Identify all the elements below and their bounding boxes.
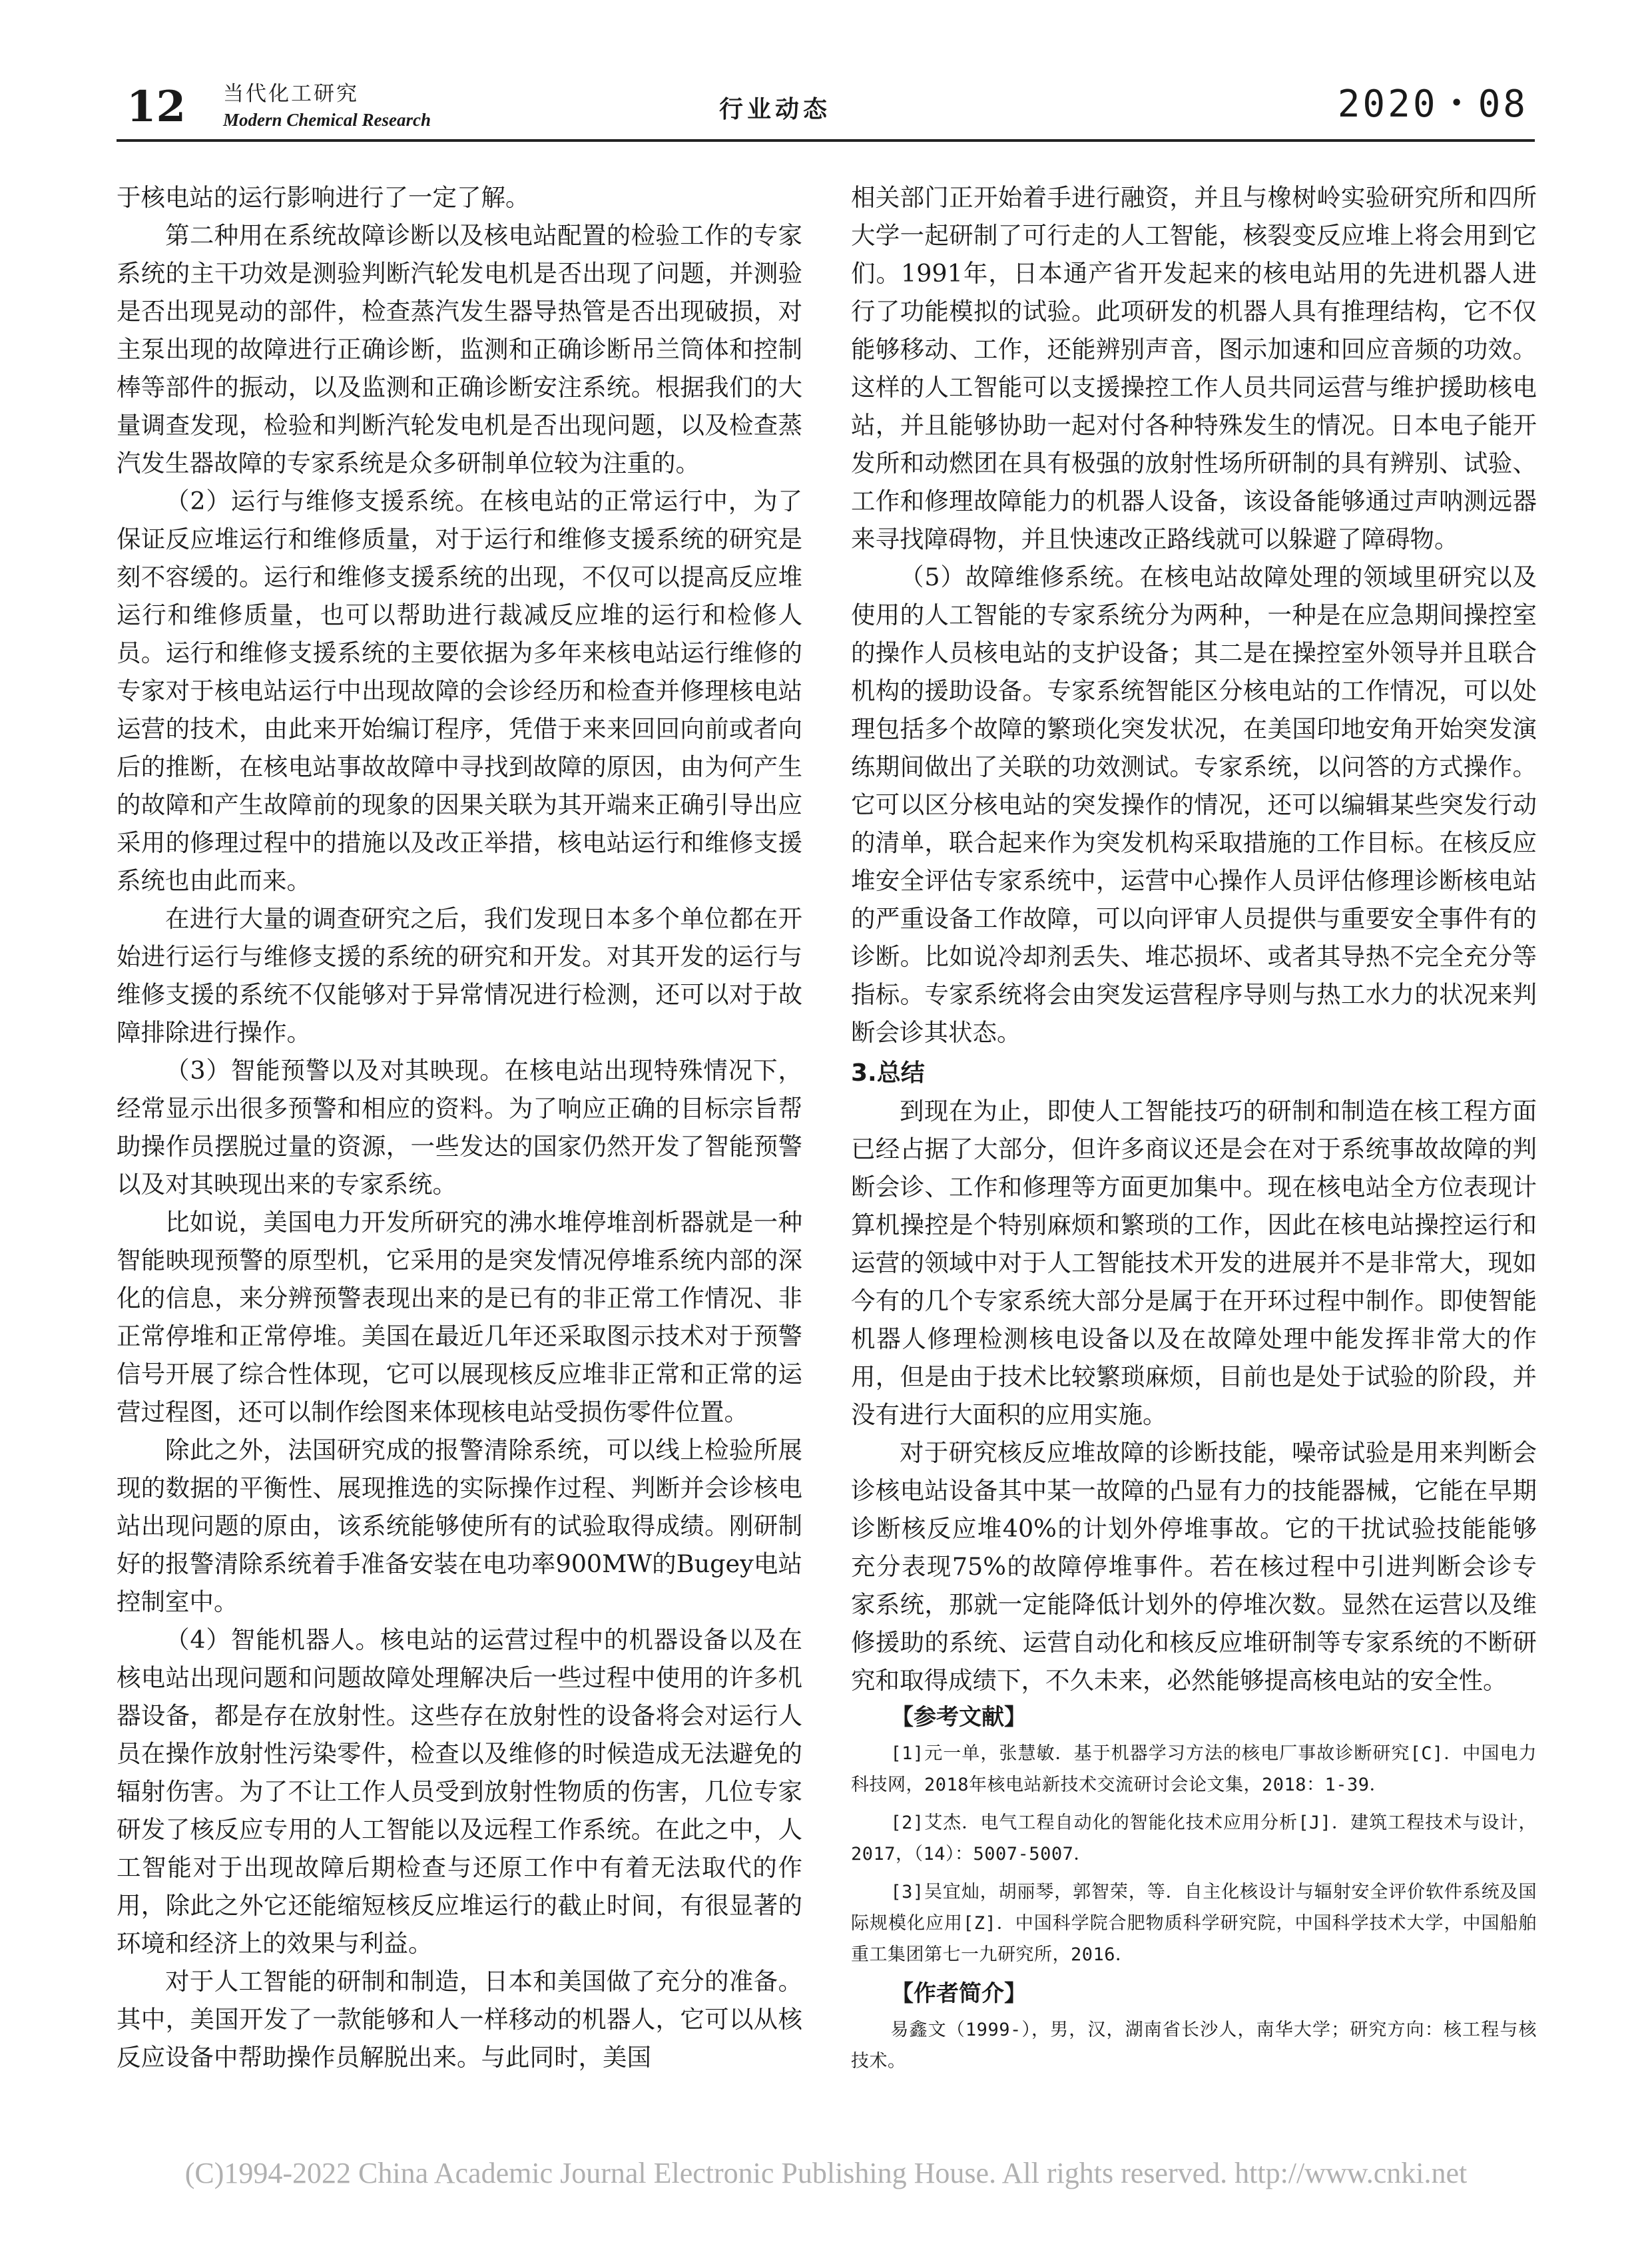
reference-item: [3]吴宜灿，胡丽琴，郭智荣，等．自主化核设计与辐射安全评价软件系统及国际规模化应用[Z]．中国科学院合肥物质科学研究院，中国科学技术大学，中国船舶重工集团第七一九研究所，2016． [851, 1882, 1537, 1965]
paragraph: （5）故障维修系统。在核电站故障处理的领域里研究以及使用的人工智能的专家系统分为两种，一种是在应急期间操控室的操作人员核电站的支护设备；其二是在操控室外领导并且联合机构的援助设备。专家系统智能区分核电站的工作情况，可以处理包括多个故障的繁琐化突发状况，在美国印地安角开始突发演练期间做出了关联的功效测试。专家系统，以问答的方式操作。它可以区分核电站的突发操作的情况，还可以编辑某些突发行动的清单，联合起来作为突发机构采取措施的工作目标。在核反应堆安全评估专家系统中，运营中心操作人员评估修理诊断核电站的严重设备工作故障，可以向评审人员提供与重要安全事件有的诊断。比如说冷却剂丢失、堆芯损坏、或者其导热不完全充分等指标。专家系统将会由突发运营程序导则与热工水力的状况来判断会诊其状态。 [851, 563, 1537, 1047]
header-divider [117, 139, 1535, 142]
paragraph: 在进行大量的调查研究之后，我们发现日本多个单位都在开始进行运行与维修支援的系统的研究和开发。对其开发的运行与维修支援的系统不仅能够对于异常情况进行检测，还可以对于故障排除进行操作。 [117, 904, 802, 1047]
paragraph: （4）智能机器人。核电站的运营过程中的机器设备以及在核电站出现问题和问题故障处理解决后一些过程中使用的许多机器设备，都是存在放射性。这些存在放射性的设备将会对运行人员在操作放射性污染零件，检查以及维修的时候造成无法避免的辐射伤害。为了不让工作人员受到放射性物质的伤害，几位专家研发了核反应专用的人工智能以及远程工作系统。在此之中，人工智能对于出现故障后期检查与还原工作中有着无法取代的作用，除此之外它还能缩短核反应堆运行的截止时间，有很显著的环境和经济上的效果与利益。 [117, 1625, 802, 1958]
reference-item: [2]艾杰．电气工程自动化的智能化技术应用分析[J]．建筑工程技术与设计，2017，（14）：5007-5007． [851, 1813, 1537, 1864]
issue-date: 2020・08 [1337, 83, 1528, 126]
page-number: 12 [127, 82, 186, 132]
reference-item: [1]元一单，张慧敏．基于机器学习方法的核电厂事故诊断研究[C]．中国电力科技网，2018年核电站新技术交流研讨会论文集，2018：1-39． [851, 1743, 1537, 1795]
author-bio: 易鑫文（1999-），男，汉，湖南省长沙人，南华大学；研究方向：核工程与核技术。 [851, 2020, 1537, 2072]
journal-title-en: Modern Chemical Research [223, 110, 431, 130]
section-title: 行业动态 [719, 96, 832, 123]
left-column [117, 178, 802, 2076]
journal-title-cn: 当代化工研究 [223, 82, 359, 106]
references-heading: 【参考文献】 [891, 1704, 1027, 1731]
paragraph: 除此之外，法国研究成的报警清除系统，可以线上检验所展现的数据的平衡性、展现推选的实际操作过程、判断并会诊核电站出现问题的原由，该系统能够使所有的试验取得成绩。刚研制好的报警清除系统着手准备安装在电功率900MW的Bugey电站控制室中。 [117, 1436, 802, 1616]
paragraph: 第二种用在系统故障诊断以及核电站配置的检验工作的专家系统的主干功效是测验判断汽轮发电机是否出现了问题，并测验是否出现晃动的部件，检查蒸汽发生器导热管是否出现破损，对主泵出现的故障进行正确诊断，监测和正确诊断吊兰筒体和控制棒等部件的振动，以及监测和正确诊断安注系统。根据我们的大量调查发现，检验和判断汽轮发电机是否出现问题，以及检查蒸汽发生器故障的专家系统是众多研制单位较为注重的。 [117, 221, 802, 477]
paragraph: 对于研究核反应堆故障的诊断技能，噪帝试验是用来判断会诊核电站设备其中某一故障的凸显有力的技能器械，它能在早期诊断核反应堆40%的计划外停堆事故。它的干扰试验技能能够充分表现75%的故障停堆事件。若在核过程中引进判断会诊专家系统，那就一定能降低计划外的停堆次数。显然在运营以及维修援助的系统、运营自动化和核反应堆研制等专家系统的不断研究和取得成绩下，不久未来，必然能够提高核电站的安全性。 [851, 1438, 1537, 1695]
paragraph: 到现在为止，即使人工智能技巧的研制和制造在核工程方面已经占据了大部分，但许多商议还是会在对于系统事故故障的判断会诊、工作和修理等方面更加集中。现在核电站全方位表现计算机操控是个特别麻烦和繁琐的工作，因此在核电站操控运行和运营的领域中对于人工智能技术开发的进展并不是非常大，现如今有的几个专家系统大部分是属于在开环过程中制作。即使智能机器人修理检测核电设备以及在故障处理中能发挥非常大的作用，但是由于技术比较繁琐麻烦，目前也是处于试验的阶段，并没有进行大面积的应用实施。 [851, 1097, 1537, 1429]
paragraph: 对于人工智能的研制和制造，日本和美国做了充分的准备。其中，美国开发了一款能够和人一样移动的机器人，它可以从核反应设备中帮助操作员解脱出来。与此同时，美国 [117, 1967, 802, 2072]
page-header [117, 79, 1535, 142]
copyright-footer: (C)1994-2022 China Academic Journal Electronic Publishing House. All rights reserved. http://www.cnki.net [184, 2157, 1468, 2189]
paragraph: （3）智能预警以及对其映现。在核电站出现特殊情况下，经常显示出很多预警和相应的资料。为了响应正确的目标宗旨帮助操作员摆脱过量的资源，一些发达的国家仍然开发了智能预警以及对其映现出来的专家系统。 [117, 1056, 802, 1199]
paragraph: 相关部门正开始着手进行融资，并且与橡树岭实验研究所和四所大学一起研制了可行走的人工智能，核裂变反应堆上将会用到它们。1991年，日本通产省开发起来的核电站用的先进机器人进行了功能模拟的试验。此项研发的机器人具有推理结构，它不仅能够移动、工作，还能辨别声音，图示加速和回应音频的功效。这样的人工智能可以支援操控工作人员共同运营与维护援助核电站，并且能够协助一起对付各种特殊发生的情况。日本电子能开发所和动燃团在具有极强的放射性场所研制的具有辨别、试验、工作和修理故障能力的机器人设备，该设备能够通过声呐测远器来寻找障碍物，并且快速改正路线就可以躲避了障碍物。 [851, 183, 1537, 553]
conclusion-heading: 3.总结 [851, 1059, 925, 1087]
paragraph: （2）运行与维修支援系统。在核电站的正常运行中，为了保证反应堆运行和维修质量，对于运行和维修支援系统的研究是刻不容缓的。运行和维修支援系统的出现，不仅可以提高反应堆运行和维修质量，也可以帮助进行裁减反应堆的运行和检修人员。运行和维修支援系统的主要依据为多年来核电站运行维修的专家对于核电站运行中出现故障的会诊经历和检查并修理核电站运营的技术，由此来开始编订程序，凭借于来来回回向前或者向后的推断，在核电站事故故障中寻找到故障的原因，由为何产生的故障和产生故障前的现象的因果关联为其开端来正确引导出应采用的修理过程中的措施以及改正举措，核电站运行和维修支援系统也由此而来。 [117, 487, 802, 895]
paragraph: 比如说，美国电力开发所研究的沸水堆停堆剖析器就是一种智能映现预警的原型机，它采用的是突发情况停堆系统内部的深化的信息，来分辨预警表现出来的是已有的非正常工作情况、非正常停堆和正常停堆。美国在最近几年还采取图示技术对于预警信号开展了综合性体现，它可以展现核反应堆非正常和正常的运营过程图，还可以制作绘图来体现核电站受损伤零件位置。 [117, 1208, 802, 1426]
paragraph: 于核电站的运行影响进行了一定了解。 [117, 183, 530, 212]
author-heading: 【作者简介】 [891, 1980, 1027, 2007]
right-column [851, 178, 1537, 2084]
